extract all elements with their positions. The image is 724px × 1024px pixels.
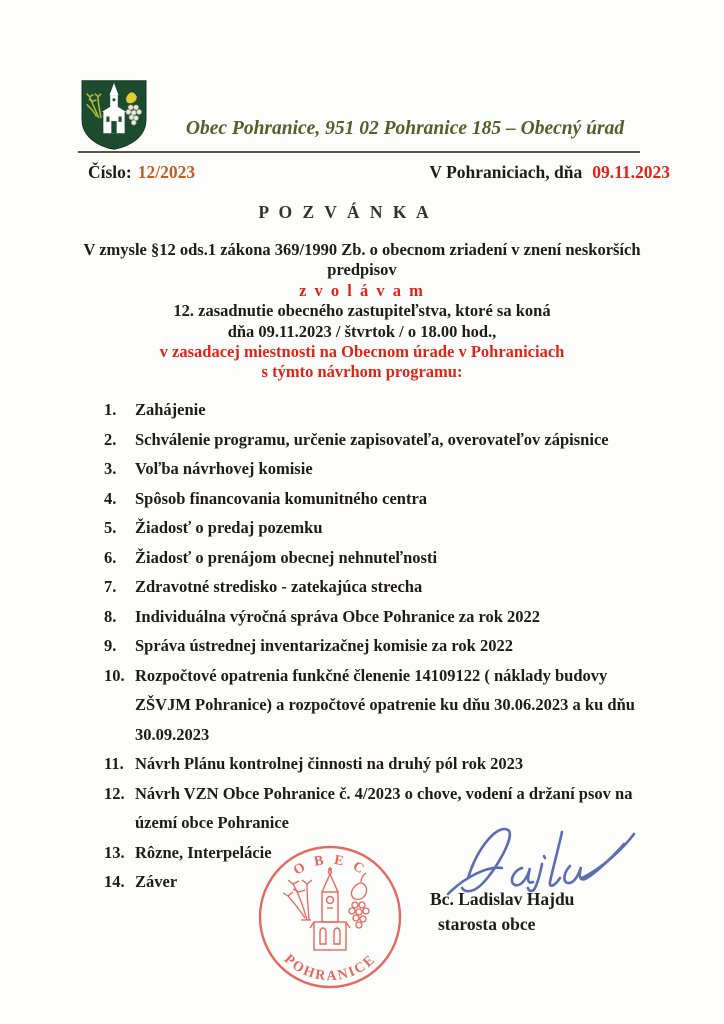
agenda-item-text: Spôsob financovania komunitného centra (135, 488, 428, 508)
document-number-label: Číslo: (88, 162, 132, 182)
agenda-item (104, 484, 656, 514)
agenda-item-number: 10. (104, 665, 125, 685)
agenda-item-text: Návrh VZN Obce Pohranice č. 4/2023 o chove, vodení a držaní psov na území obce Pohranice (135, 783, 633, 832)
intro-line: dňa 09.11.2023 / štvrtok / o 18.00 hod., (227, 321, 497, 341)
document-title: P O Z V Á N K A (258, 202, 432, 222)
agenda-item-number: 9. (104, 636, 117, 655)
agenda-item-number: 14. (104, 872, 125, 891)
agenda-item (104, 395, 656, 425)
agenda-item (104, 425, 656, 455)
signatory-role: starosta obce (438, 914, 536, 934)
agenda-item (104, 661, 656, 750)
agenda-item (104, 602, 656, 632)
agenda-item-number: 5. (104, 518, 117, 537)
municipal-stamp-icon (255, 842, 405, 992)
agenda-item-number: 4. (104, 488, 117, 508)
agenda-item-number: 11. (104, 754, 124, 773)
place-and-date (429, 162, 670, 183)
agenda-item-number: 6. (104, 547, 117, 567)
agenda-item-text: Zahájenie (135, 400, 206, 419)
agenda-item-number: 8. (104, 606, 117, 626)
agenda-item-text: Žiadosť o prenájom obecnej nehnuteľnosti (135, 547, 438, 567)
agenda-item-text: Schválenie programu, určenie zapisovateľa, overovateľov zápisnice (135, 429, 609, 449)
agenda-item-text: Návrh Plánu kontrolnej činnosti na druhý pól rok 2023 (135, 754, 524, 773)
agenda-item (104, 454, 656, 484)
signatory-name: Bc. Ladislav Hajdu (430, 889, 575, 909)
agenda-item-text: Individuálna výročná správa Obce Pohranice za rok 2022 (135, 606, 541, 626)
agenda-item (104, 543, 656, 573)
agenda-item-number: 1. (104, 400, 117, 419)
agenda-item (104, 572, 656, 602)
header-divider (78, 151, 640, 153)
agenda-item-text: Zdravotné stredisko - zatekajúca strecha (135, 577, 423, 596)
agenda-item-number: 13. (104, 842, 125, 862)
agenda-item-text: Rozpočtové opatrenia funkčné členenie 14109122 ( náklady budovy ZŠVJM Pohranice) a rozpočtové opatrenie ku dňu 30.06.2023 a ku dňu 30.09.2023 (135, 665, 635, 744)
place-label: V Pohraniciach, dňa (429, 162, 583, 182)
intro-line: V zmysle §12 ods.1 zákona 369/1990 Zb. o obecnom zriadení v znení neskorších (83, 240, 641, 259)
svg-text:O B E C: O B E C (291, 852, 369, 879)
agenda-item-text: Rôzne, Interpelácie (135, 842, 272, 862)
svg-text:POHRANICE: POHRANICE (280, 951, 380, 985)
agenda-item-number: 7. (104, 577, 117, 596)
agenda-item-text: Záver (135, 872, 178, 891)
document-number (88, 162, 195, 183)
intro-line-program-intro: s týmto návrhom programu: (261, 362, 463, 382)
agenda-item (104, 631, 656, 661)
date-value: 09.11.2023 (592, 162, 670, 182)
agenda-item-number: 12. (104, 783, 125, 803)
intro-line-venue: v zasadacej miestnosti na Obecnom úrade v Pohraniciach (159, 342, 565, 362)
document-number-value: 12/2023 (137, 162, 196, 182)
intro-block (20, 240, 704, 383)
agenda-item (104, 513, 656, 543)
intro-line-convene: z v o l á v a m (299, 280, 425, 300)
agenda-item (104, 749, 656, 779)
agenda-item-text: Správa ústrednej inventarizačnej komisie za rok 2022 (135, 636, 513, 655)
intro-line: 12. zasadnutie obecného zastupiteľstva, ktoré sa koná (173, 301, 551, 321)
coat-of-arms-icon (76, 78, 152, 152)
agenda-item-number: 3. (104, 459, 117, 478)
meta-row (88, 162, 670, 183)
agenda-item-text: Voľba návrhovej komisie (135, 459, 313, 478)
intro-line: predpisov (327, 260, 397, 280)
organization-header: Obec Pohranice, 951 02 Pohranice 185 – Obecný úrad (185, 118, 625, 139)
agenda-item-number: 2. (104, 429, 117, 449)
agenda-item-text: Žiadosť o predaj pozemku (135, 518, 323, 537)
